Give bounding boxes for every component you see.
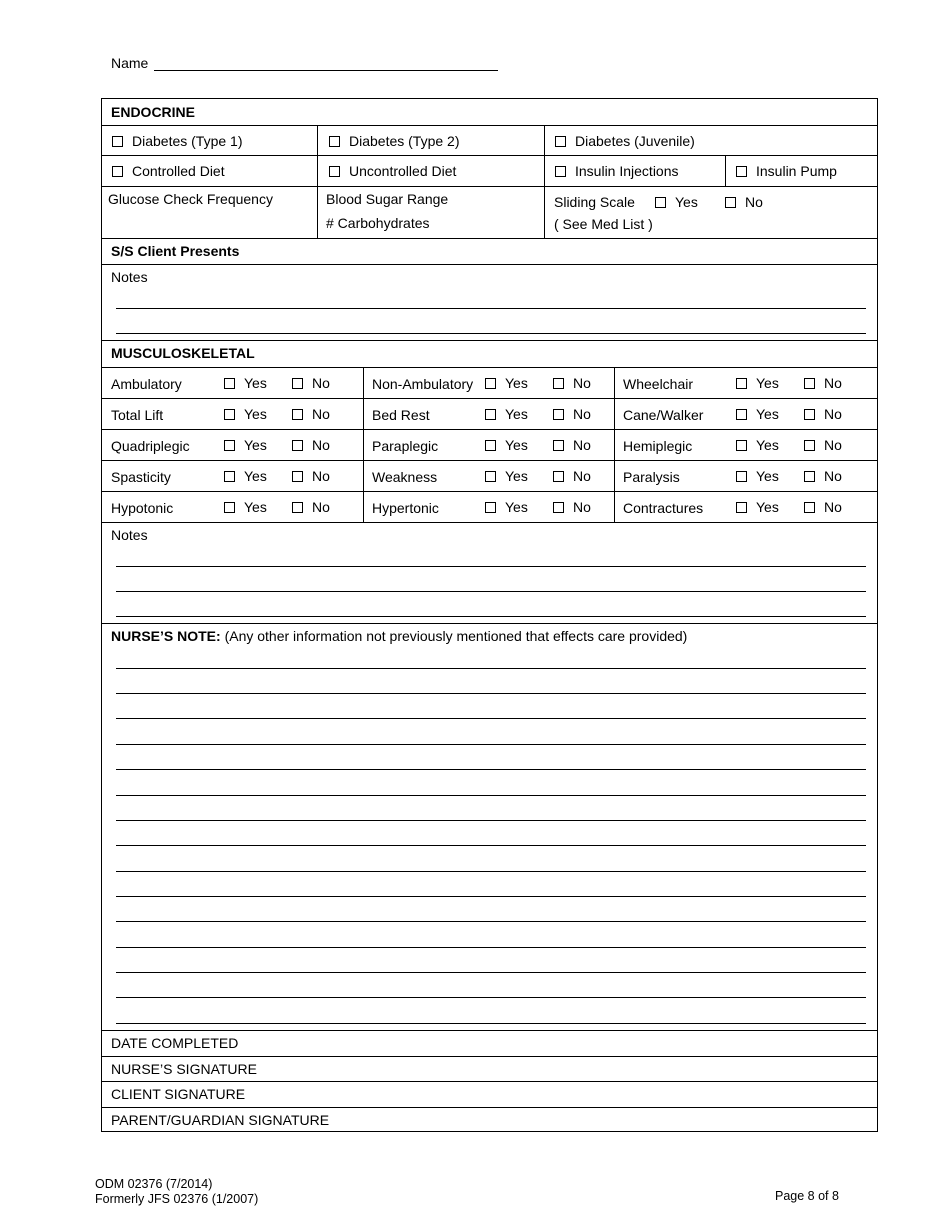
- spasticity-no-checkbox[interactable]: [292, 471, 303, 482]
- endocrine-heading: ENDOCRINE: [111, 104, 196, 120]
- ss-client-presents-heading: S/S Client Presents: [111, 243, 240, 259]
- insulin-pump-checkbox[interactable]: [736, 166, 747, 177]
- paralysis-yes-checkbox[interactable]: [736, 471, 747, 482]
- ambulatory-no-option[interactable]: No: [292, 375, 330, 391]
- hypotonic-yes-checkbox[interactable]: [224, 502, 235, 513]
- see-med-list-note: ( See Med List ): [554, 216, 653, 232]
- ambulatory-yes-checkbox[interactable]: [224, 378, 235, 389]
- name-row: [111, 54, 498, 71]
- sliding-scale-no-checkbox[interactable]: [725, 197, 736, 208]
- insulin-injections-option[interactable]: Insulin Injections: [555, 163, 679, 179]
- nurse-note-line[interactable]: [116, 744, 866, 745]
- nurse-note-line[interactable]: [116, 693, 866, 694]
- uncontrolled-diet-checkbox[interactable]: [329, 166, 340, 177]
- quadriplegic-no-checkbox[interactable]: [292, 440, 303, 451]
- nurse-note-line[interactable]: [116, 769, 866, 770]
- wheelchair-label: Wheelchair: [623, 376, 694, 392]
- former-form-number: Formerly JFS 02376 (1/2007): [95, 1192, 259, 1206]
- total-lift-yes-checkbox[interactable]: [224, 409, 235, 420]
- form-number: ODM 02376 (7/2014): [95, 1177, 213, 1191]
- spasticity-yes-checkbox[interactable]: [224, 471, 235, 482]
- cane-walker-label: Cane/Walker: [623, 407, 704, 423]
- carbohydrates-label: # Carbohydrates: [326, 215, 430, 231]
- weakness-no-option[interactable]: No: [553, 468, 591, 484]
- weakness-label: Weakness: [372, 469, 438, 485]
- cane-walker-yes-checkbox[interactable]: [736, 409, 747, 420]
- sliding-scale-yes-checkbox[interactable]: [655, 197, 666, 208]
- glucose-check-frequency-label: Glucose Check Frequency: [108, 191, 273, 207]
- controlled-diet-checkbox[interactable]: [112, 166, 123, 177]
- paralysis-yes-option[interactable]: Yes: [736, 468, 779, 484]
- musculoskeletal-notes-line[interactable]: [116, 591, 866, 592]
- total-lift-yes-option[interactable]: Yes: [224, 406, 267, 422]
- nurse-signature-label: NURSE’S SIGNATURE: [111, 1061, 257, 1077]
- non-ambulatory-yes-checkbox[interactable]: [485, 378, 496, 389]
- page-number: Page 8 of 8: [775, 1189, 839, 1203]
- hypertonic-yes-option[interactable]: Yes: [485, 499, 528, 515]
- hypertonic-label: Hypertonic: [372, 500, 439, 516]
- hypotonic-yes-option[interactable]: Yes: [224, 499, 267, 515]
- hypertonic-no-checkbox[interactable]: [553, 502, 564, 513]
- diabetes-type1-option[interactable]: Diabetes (Type 1): [112, 133, 243, 149]
- contractures-yes-checkbox[interactable]: [736, 502, 747, 513]
- form-identifier: [95, 1177, 258, 1207]
- bed-rest-yes-option[interactable]: Yes: [485, 406, 528, 422]
- nurse-note-instructions: (Any other information not previously mentioned that effects care provided): [224, 628, 688, 644]
- bed-rest-no-checkbox[interactable]: [553, 409, 564, 420]
- nurse-note-line[interactable]: [116, 896, 866, 897]
- nurse-note-line[interactable]: [116, 972, 866, 973]
- weakness-yes-checkbox[interactable]: [485, 471, 496, 482]
- client-signature-label: CLIENT SIGNATURE: [111, 1086, 246, 1102]
- ambulatory-no-checkbox[interactable]: [292, 378, 303, 389]
- hemiplegic-yes-checkbox[interactable]: [736, 440, 747, 451]
- paralysis-no-checkbox[interactable]: [804, 471, 815, 482]
- endocrine-notes-line[interactable]: [116, 308, 866, 309]
- paraplegic-no-checkbox[interactable]: [553, 440, 564, 451]
- name-field[interactable]: [154, 54, 498, 71]
- insulin-pump-option[interactable]: Insulin Pump: [736, 163, 837, 179]
- cane-walker-yes-option[interactable]: Yes: [736, 406, 779, 422]
- hypotonic-label: Hypotonic: [111, 500, 174, 516]
- nurse-note-line[interactable]: [116, 1023, 866, 1024]
- nurse-note-line[interactable]: [116, 871, 866, 872]
- uncontrolled-diet-option[interactable]: Uncontrolled Diet: [329, 163, 456, 179]
- nurse-note-heading: [111, 628, 687, 644]
- nurse-note-line[interactable]: [116, 820, 866, 821]
- bed-rest-yes-checkbox[interactable]: [485, 409, 496, 420]
- musculoskeletal-notes-line[interactable]: [116, 566, 866, 567]
- hemiplegic-yes-option[interactable]: Yes: [736, 437, 779, 453]
- hemiplegic-label: Hemiplegic: [623, 438, 693, 454]
- parent-guardian-signature-label: PARENT/GUARDIAN SIGNATURE: [111, 1112, 330, 1128]
- bed-rest-label: Bed Rest: [372, 407, 430, 423]
- total-lift-no-option[interactable]: No: [292, 406, 330, 422]
- non-ambulatory-yes-option[interactable]: Yes: [485, 375, 528, 391]
- sliding-scale-label: Sliding Scale: [554, 194, 635, 210]
- total-lift-label: Total Lift: [111, 407, 164, 423]
- non-ambulatory-label: Non-Ambulatory: [372, 376, 474, 392]
- ambulatory-yes-option[interactable]: Yes: [224, 375, 267, 391]
- nurse-note-line[interactable]: [116, 795, 866, 796]
- hemiplegic-no-option[interactable]: No: [804, 437, 842, 453]
- contractures-yes-option[interactable]: Yes: [736, 499, 779, 515]
- quadriplegic-yes-option[interactable]: Yes: [224, 437, 267, 453]
- hypertonic-yes-checkbox[interactable]: [485, 502, 496, 513]
- hypotonic-no-checkbox[interactable]: [292, 502, 303, 513]
- sliding-scale-no-option[interactable]: No: [725, 194, 763, 210]
- date-completed-label: DATE COMPLETED: [111, 1035, 239, 1051]
- nurse-note-line[interactable]: [116, 997, 866, 998]
- ambulatory-label: Ambulatory: [111, 376, 182, 392]
- nurse-note-line[interactable]: [116, 947, 866, 948]
- musculoskeletal-notes-line[interactable]: [116, 616, 866, 617]
- paraplegic-label: Paraplegic: [372, 438, 439, 454]
- hypotonic-no-option[interactable]: No: [292, 499, 330, 515]
- hypertonic-no-option[interactable]: No: [553, 499, 591, 515]
- quadriplegic-no-option[interactable]: No: [292, 437, 330, 453]
- diabetes-type1-checkbox[interactable]: [112, 136, 123, 147]
- contractures-no-option[interactable]: No: [804, 499, 842, 515]
- nurse-note-line[interactable]: [116, 845, 866, 846]
- musculoskeletal-notes-label: Notes: [111, 527, 148, 543]
- weakness-no-checkbox[interactable]: [553, 471, 564, 482]
- wheelchair-no-checkbox[interactable]: [804, 378, 815, 389]
- total-lift-no-checkbox[interactable]: [292, 409, 303, 420]
- spasticity-label: Spasticity: [111, 469, 171, 485]
- cane-walker-no-option[interactable]: No: [804, 406, 842, 422]
- diabetes-type2-checkbox[interactable]: [329, 136, 340, 147]
- paralysis-label: Paralysis: [623, 469, 680, 485]
- musculoskeletal-heading: MUSCULOSKELETAL: [111, 345, 255, 361]
- assessment-form: [101, 98, 878, 1132]
- bed-rest-no-option[interactable]: No: [553, 406, 591, 422]
- nurse-note-label: NURSE’S NOTE:: [111, 628, 221, 644]
- controlled-diet-option[interactable]: Controlled Diet: [112, 163, 225, 179]
- non-ambulatory-no-checkbox[interactable]: [553, 378, 564, 389]
- quadriplegic-label: Quadriplegic: [111, 438, 190, 454]
- diabetes-juvenile-option[interactable]: Diabetes (Juvenile): [555, 133, 695, 149]
- cane-walker-no-checkbox[interactable]: [804, 409, 815, 420]
- endocrine-notes-label: Notes: [111, 269, 148, 285]
- paraplegic-yes-option[interactable]: Yes: [485, 437, 528, 453]
- insulin-injections-checkbox[interactable]: [555, 166, 566, 177]
- weakness-yes-option[interactable]: Yes: [485, 468, 528, 484]
- hemiplegic-no-checkbox[interactable]: [804, 440, 815, 451]
- name-label: Name: [111, 55, 149, 71]
- non-ambulatory-no-option[interactable]: No: [553, 375, 591, 391]
- quadriplegic-yes-checkbox[interactable]: [224, 440, 235, 451]
- nurse-note-line[interactable]: [116, 668, 866, 669]
- nurse-note-line[interactable]: [116, 921, 866, 922]
- spasticity-yes-option[interactable]: Yes: [224, 468, 267, 484]
- wheelchair-yes-checkbox[interactable]: [736, 378, 747, 389]
- nurse-note-line[interactable]: [116, 718, 866, 719]
- endocrine-notes-line[interactable]: [116, 333, 866, 334]
- wheelchair-no-option[interactable]: No: [804, 375, 842, 391]
- wheelchair-yes-option[interactable]: Yes: [736, 375, 779, 391]
- paraplegic-no-option[interactable]: No: [553, 437, 591, 453]
- blood-sugar-range-label: Blood Sugar Range: [326, 191, 449, 207]
- sliding-scale-yes-option[interactable]: Yes: [655, 194, 698, 210]
- diabetes-juvenile-checkbox[interactable]: [555, 136, 566, 147]
- spasticity-no-option[interactable]: No: [292, 468, 330, 484]
- paraplegic-yes-checkbox[interactable]: [485, 440, 496, 451]
- paralysis-no-option[interactable]: No: [804, 468, 842, 484]
- contractures-no-checkbox[interactable]: [804, 502, 815, 513]
- contractures-label: Contractures: [623, 500, 704, 516]
- diabetes-type2-option[interactable]: Diabetes (Type 2): [329, 133, 460, 149]
